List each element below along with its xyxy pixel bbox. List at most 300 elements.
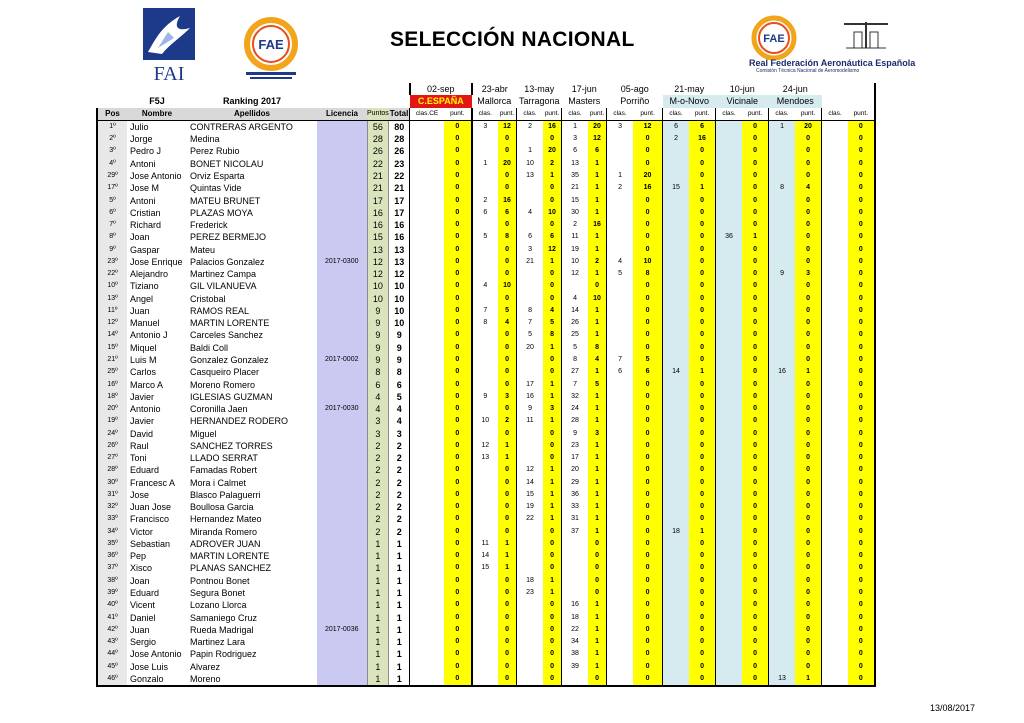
cell-pos: 15º	[97, 342, 127, 354]
cell-nombre: Jose M	[127, 182, 187, 194]
event-date-3: 17-jun	[571, 84, 597, 95]
cell-event-6-clas	[716, 538, 742, 550]
cell-event-6-clas	[716, 158, 742, 170]
cell-event-5-punt: 0	[689, 538, 716, 550]
cell-event-2-clas	[517, 648, 543, 660]
ctna-glider-logo	[840, 18, 892, 52]
cell-event-3-clas	[562, 673, 588, 686]
col-pos: Pos	[97, 108, 127, 121]
cell-event-6-clas	[716, 587, 742, 599]
cell-event-4-clas	[607, 464, 633, 476]
cell-puntos: 9	[367, 354, 389, 366]
cell-event-6-punt: 0	[742, 538, 769, 550]
cell-event-7-clas	[769, 170, 795, 182]
cell-pos: 20º	[97, 403, 127, 415]
cell-licencia	[317, 587, 367, 599]
cell-licencia	[317, 391, 367, 403]
cell-pos: 30º	[97, 477, 127, 489]
cell-total: 2	[396, 514, 402, 525]
cell-event-5-clas: 15	[663, 182, 689, 194]
cell-licencia	[317, 599, 367, 611]
cell-event-0-punt: 0	[444, 452, 472, 464]
cell-event-6-punt: 0	[742, 182, 769, 194]
cell-event-7-punt: 0	[795, 305, 822, 317]
cell-event-8-clas	[822, 366, 848, 378]
cell-event-6-punt: 0	[742, 207, 769, 219]
cell-event-6-punt: 0	[742, 673, 769, 686]
event-date-4: 05-ago	[620, 84, 649, 95]
cell-event-7-clas	[769, 587, 795, 599]
cell-event-2-clas: 18	[517, 575, 543, 587]
cell-event-6-clas: 36	[716, 231, 742, 243]
cell-total: 26	[394, 146, 405, 157]
cell-licencia	[317, 378, 367, 390]
cell-event-8-clas	[822, 477, 848, 489]
cell-event-6-punt: 0	[742, 562, 769, 574]
cell-event-0-punt: 0	[444, 415, 472, 427]
cell-apellidos: BONET NICOLAU	[190, 158, 264, 169]
cell-total: 1	[389, 673, 410, 686]
cell-event-3-punt: 1	[588, 611, 607, 623]
cell-apellidos: MARTIN LORENTE	[190, 318, 270, 329]
cell-event-8-clas	[822, 317, 848, 329]
cell-event-6-punt: 0	[742, 243, 769, 255]
cell-total: 9	[396, 342, 402, 353]
cell-event-3-clas: 4	[562, 293, 588, 305]
cell-event-3-punt: 2	[588, 256, 607, 268]
cell-event-0-clas	[410, 354, 444, 366]
cell-event-8-clas	[822, 256, 848, 268]
cell-event-8-punt: 0	[848, 636, 875, 648]
cell-event-0-clas	[410, 120, 444, 133]
cell-event-7-clas	[769, 207, 795, 219]
cell-event-0-punt: 0	[444, 170, 472, 182]
cell-event-8-punt: 0	[848, 219, 875, 231]
cell-pos: 25º	[97, 366, 127, 378]
cell-event-5-punt: 0	[689, 145, 716, 157]
cell-event-1-punt: 0	[498, 354, 517, 366]
cell-apellidos: Famadas Robert	[190, 465, 258, 476]
cell-event-4-punt: 6	[633, 366, 663, 378]
cell-event-5-clas	[663, 415, 689, 427]
cell-event-7-punt: 0	[795, 194, 822, 206]
cell-event-8-punt: 0	[848, 194, 875, 206]
event-name-8	[822, 95, 875, 107]
cell-apellidos: Pontnou Bonet	[190, 575, 250, 586]
cell-event-4-punt: 0	[633, 317, 663, 329]
cell-event-1-clas	[472, 636, 498, 648]
cell-event-3-punt: 1	[588, 489, 607, 501]
cell-event-2-clas	[517, 133, 543, 145]
cell-event-0-punt: 0	[444, 562, 472, 574]
cell-event-4-clas	[607, 305, 633, 317]
table-row	[97, 219, 875, 231]
cell-event-1-clas: 6	[472, 207, 498, 219]
cell-event-3-punt: 0	[588, 587, 607, 599]
cell-event-4-punt: 0	[633, 636, 663, 648]
cell-event-5-clas	[663, 611, 689, 623]
cell-event-3-punt: 1	[588, 526, 607, 538]
table-row	[97, 133, 875, 145]
cell-event-6-clas	[716, 427, 742, 439]
cell-event-6-clas	[716, 243, 742, 255]
cell-event-5-punt: 0	[689, 513, 716, 525]
cell-apellidos: Cristobal	[190, 293, 226, 304]
cell-nombre: Antoni	[127, 158, 187, 170]
cell-event-2-punt: 1	[543, 489, 562, 501]
cell-event-4-clas: 4	[607, 256, 633, 268]
cell-event-5-clas	[663, 550, 689, 562]
cell-event-3-punt: 1	[588, 305, 607, 317]
cell-licencia	[317, 489, 367, 501]
cell-event-6-clas	[716, 170, 742, 182]
cell-event-0-punt: 0	[444, 611, 472, 623]
cell-nombre: Jose	[127, 489, 187, 501]
cell-event-7-punt: 3	[795, 268, 822, 280]
cell-event-5-punt: 0	[689, 599, 716, 611]
cell-event-0-clas	[410, 575, 444, 587]
event-name-3: Masters	[568, 96, 601, 107]
cell-event-3-clas: 26	[562, 317, 588, 329]
cell-total: 13	[394, 244, 405, 255]
cell-event-4-punt: 0	[633, 194, 663, 206]
cell-event-4-clas	[607, 501, 633, 513]
table-row	[97, 489, 875, 501]
cell-event-0-clas	[410, 268, 444, 280]
cell-event-4-punt: 10	[633, 256, 663, 268]
cell-event-7-punt: 0	[795, 342, 822, 354]
cell-event-2-punt: 0	[543, 268, 562, 280]
cell-nombre: Jose Antonio	[127, 170, 187, 182]
cell-event-4-punt: 0	[633, 145, 663, 157]
cell-pos: 40º	[97, 599, 127, 611]
cell-event-7-clas	[769, 550, 795, 562]
cell-event-3-punt: 1	[588, 660, 607, 672]
cell-event-8-clas	[822, 194, 848, 206]
table-row	[97, 354, 875, 366]
cell-event-3-punt: 0	[588, 280, 607, 292]
cell-event-3-punt: 20	[588, 120, 607, 133]
cell-licencia	[317, 268, 367, 280]
cell-event-6-punt: 0	[742, 660, 769, 672]
cell-event-8-clas	[822, 513, 848, 525]
cell-event-5-punt: 0	[689, 231, 716, 243]
cell-event-0-clas	[410, 207, 444, 219]
cell-nombre: Juan Jose	[127, 501, 187, 513]
table-row	[97, 660, 875, 672]
cell-event-0-punt: 0	[444, 648, 472, 660]
cell-event-2-punt: 0	[543, 194, 562, 206]
cell-event-5-clas	[663, 378, 689, 390]
col-nombre: Nombre	[127, 108, 187, 121]
cell-event-2-punt: 0	[543, 526, 562, 538]
cell-event-1-clas: 7	[472, 305, 498, 317]
cell-event-8-punt: 0	[848, 268, 875, 280]
cell-licencia	[317, 194, 367, 206]
cell-event-2-clas: 5	[517, 329, 543, 341]
event-4-clas-label: clas.	[607, 108, 633, 121]
cell-event-2-punt: 1	[543, 378, 562, 390]
cell-puntos: 56	[367, 120, 389, 133]
cell-event-1-clas	[472, 378, 498, 390]
cell-event-6-punt: 0	[742, 501, 769, 513]
cell-event-5-punt: 0	[689, 342, 716, 354]
cell-event-3-clas: 36	[562, 489, 588, 501]
table-row	[97, 329, 875, 341]
table-row	[97, 673, 875, 686]
cell-pos: 19º	[97, 415, 127, 427]
cell-apellidos: Gonzalez Gonzalez	[190, 354, 269, 365]
event-name-6: Vicinale	[716, 95, 769, 107]
cell-event-0-clas	[410, 562, 444, 574]
cell-pos: 24º	[97, 427, 127, 439]
cell-event-1-clas	[472, 489, 498, 501]
cell-event-7-clas	[769, 219, 795, 231]
cell-event-0-punt: 0	[444, 636, 472, 648]
cell-event-3-punt: 0	[588, 562, 607, 574]
cell-event-5-punt: 0	[689, 673, 716, 686]
cell-event-7-clas	[769, 415, 795, 427]
cell-event-1-clas	[472, 575, 498, 587]
cell-apellidos: MARTIN LORENTE	[190, 551, 270, 562]
cell-event-8-punt: 0	[848, 452, 875, 464]
cell-event-0-clas	[410, 440, 444, 452]
cell-event-0-clas	[410, 452, 444, 464]
cell-licencia	[317, 440, 367, 452]
cell-event-7-punt: 0	[795, 317, 822, 329]
cell-event-7-punt: 0	[795, 243, 822, 255]
cell-event-3-punt: 1	[588, 440, 607, 452]
cell-event-7-punt: 0	[795, 403, 822, 415]
cell-event-0-clas	[410, 501, 444, 513]
cell-event-7-clas	[769, 194, 795, 206]
cell-event-7-punt: 0	[795, 207, 822, 219]
cell-nombre: Javier	[127, 391, 187, 403]
table-row	[97, 305, 875, 317]
cell-event-5-punt: 0	[689, 660, 716, 672]
cell-nombre: Julio	[127, 120, 187, 133]
cell-event-5-punt: 0	[689, 194, 716, 206]
cell-puntos: 9	[367, 342, 389, 354]
col-apellidos: Apellidos	[187, 108, 317, 121]
cell-event-0-clas	[410, 391, 444, 403]
cell-event-0-punt: 0	[444, 243, 472, 255]
header-blank-2	[97, 95, 127, 107]
cell-licencia	[317, 648, 367, 660]
cell-event-8-clas	[822, 673, 848, 686]
cell-apellidos: Samaniego Cruz	[190, 612, 258, 623]
table-row	[97, 440, 875, 452]
cell-event-7-punt: 0	[795, 513, 822, 525]
table-row	[97, 550, 875, 562]
cell-event-1-punt: 16	[498, 194, 517, 206]
cell-total: 2	[396, 489, 402, 500]
cell-apellidos: Boullosa Garcia	[190, 502, 254, 513]
cell-event-0-punt: 0	[444, 305, 472, 317]
cell-event-5-clas	[663, 427, 689, 439]
cell-licencia	[317, 427, 367, 439]
cell-event-1-punt: 1	[498, 452, 517, 464]
cell-puntos: 9	[367, 305, 389, 317]
cell-event-6-clas	[716, 415, 742, 427]
cell-event-7-punt: 0	[795, 648, 822, 660]
cell-event-8-punt: 0	[848, 243, 875, 255]
event-1-punt-label: punt.	[498, 108, 517, 121]
cell-event-3-clas: 35	[562, 170, 588, 182]
cell-puntos: 6	[367, 378, 389, 390]
cell-event-6-clas	[716, 329, 742, 341]
cell-event-5-punt: 0	[689, 415, 716, 427]
table-row	[97, 207, 875, 219]
cell-event-0-clas	[410, 317, 444, 329]
cell-event-1-punt: 0	[498, 170, 517, 182]
cell-event-8-punt: 0	[848, 145, 875, 157]
cell-total: 23	[394, 158, 405, 169]
table-row	[97, 599, 875, 611]
cell-event-0-clas	[410, 489, 444, 501]
cell-event-2-clas	[517, 538, 543, 550]
cell-event-2-punt: 1	[543, 587, 562, 599]
cell-event-6-clas	[716, 403, 742, 415]
cell-pos: 31º	[97, 489, 127, 501]
cell-event-1-punt: 0	[498, 427, 517, 439]
cell-event-2-punt: 2	[543, 158, 562, 170]
cell-puntos: 1	[367, 575, 389, 587]
cell-event-4-clas	[607, 477, 633, 489]
cell-event-4-clas	[607, 145, 633, 157]
cell-event-7-clas	[769, 403, 795, 415]
cell-event-1-clas: 14	[472, 550, 498, 562]
cell-event-0-punt: 0	[444, 366, 472, 378]
cell-nombre: Angel	[127, 293, 187, 305]
cell-event-2-clas	[517, 182, 543, 194]
event-date-5: 21-may	[674, 84, 705, 95]
cell-event-7-punt: 20	[795, 120, 822, 133]
cell-nombre: Jose Antonio	[127, 648, 187, 660]
cell-total: 4	[396, 416, 402, 427]
cell-event-1-clas: 13	[472, 452, 498, 464]
cell-event-7-punt: 0	[795, 280, 822, 292]
event-date-6: 10-jun	[729, 84, 755, 95]
cell-event-2-clas	[517, 280, 543, 292]
cell-nombre: Toni	[127, 452, 187, 464]
cell-total: 16	[394, 220, 405, 231]
cell-event-8-clas	[822, 440, 848, 452]
cell-event-5-clas	[663, 293, 689, 305]
event-date-1: 23-abr	[481, 84, 508, 95]
cell-event-0-punt: 0	[444, 575, 472, 587]
cell-event-4-punt: 0	[633, 329, 663, 341]
cell-total: 12	[394, 269, 405, 280]
cell-event-2-punt: 0	[543, 219, 562, 231]
cell-event-4-clas	[607, 636, 633, 648]
event-2-clas-label: clas.	[517, 108, 543, 121]
cell-event-8-clas	[822, 427, 848, 439]
cell-event-5-punt: 0	[689, 268, 716, 280]
cell-event-6-clas	[716, 477, 742, 489]
cell-event-2-clas: 14	[517, 477, 543, 489]
cell-event-5-clas	[663, 268, 689, 280]
cell-total: 8	[396, 367, 402, 378]
cell-event-1-punt: 4	[498, 317, 517, 329]
cell-apellidos: GIL VILANUEVA	[190, 281, 257, 292]
cell-event-7-clas	[769, 231, 795, 243]
report-date: 13/08/2017	[930, 703, 976, 713]
cell-puntos: 26	[367, 145, 389, 157]
cell-puntos: 2	[367, 440, 389, 452]
cell-event-7-clas: 16	[769, 366, 795, 378]
cell-event-7-punt: 0	[795, 391, 822, 403]
cell-apellidos: Carceles Sanchez	[190, 330, 264, 341]
cell-event-6-punt: 0	[742, 477, 769, 489]
cell-event-7-clas	[769, 513, 795, 525]
cell-event-8-clas	[822, 526, 848, 538]
event-3-clas-label: clas.	[562, 108, 588, 121]
cell-event-4-punt: 0	[633, 293, 663, 305]
table-row	[97, 403, 875, 415]
cell-event-0-punt: 0	[444, 660, 472, 672]
cell-licencia	[317, 464, 367, 476]
cell-licencia	[317, 526, 367, 538]
cell-pos: 45º	[97, 660, 127, 672]
cell-event-3-clas: 30	[562, 207, 588, 219]
cell-event-4-clas	[607, 219, 633, 231]
cell-event-4-clas	[607, 599, 633, 611]
cell-nombre: Richard	[127, 219, 187, 231]
cell-event-8-clas	[822, 231, 848, 243]
cell-puntos: 4	[367, 403, 389, 415]
cell-event-3-clas: 9	[562, 427, 588, 439]
cell-apellidos: Baldi Coll	[190, 342, 229, 353]
col-licencia: Licencia	[317, 108, 367, 121]
cell-apellidos: HERNANDEZ RODERO	[190, 416, 289, 427]
cell-event-0-punt: 0	[444, 317, 472, 329]
cell-event-3-punt: 1	[588, 391, 607, 403]
cell-event-6-punt: 0	[742, 280, 769, 292]
event-2-punt-label: punt.	[543, 108, 562, 121]
cell-event-1-clas	[472, 293, 498, 305]
cell-event-6-punt: 0	[742, 317, 769, 329]
cell-event-0-clas	[410, 243, 444, 255]
cell-event-0-clas	[410, 648, 444, 660]
cell-event-6-clas	[716, 219, 742, 231]
cell-puntos: 10	[367, 280, 389, 292]
cell-event-0-punt: 0	[444, 268, 472, 280]
cell-event-0-clas	[410, 305, 444, 317]
table-row	[97, 464, 875, 476]
cell-licencia: 2017-0002	[317, 354, 367, 366]
cell-event-8-clas	[822, 611, 848, 623]
cell-event-3-punt: 6	[588, 145, 607, 157]
table-row	[97, 158, 875, 170]
cell-event-3-punt: 1	[588, 501, 607, 513]
cell-event-7-clas	[769, 317, 795, 329]
cell-apellidos: Rueda Madrigal	[190, 624, 254, 635]
cell-event-7-clas	[769, 648, 795, 660]
cell-total: 10	[394, 318, 405, 329]
cell-event-0-clas	[410, 660, 444, 672]
cell-event-5-clas	[663, 575, 689, 587]
cell-event-6-clas	[716, 660, 742, 672]
cell-event-5-punt: 0	[689, 403, 716, 415]
cell-event-1-punt: 0	[498, 513, 517, 525]
cell-event-4-punt: 0	[633, 231, 663, 243]
cell-apellidos: Mora i Calmet	[190, 477, 247, 488]
cell-event-3-punt: 0	[588, 538, 607, 550]
cell-event-1-punt: 0	[498, 329, 517, 341]
cell-event-1-clas: 10	[472, 415, 498, 427]
cell-puntos: 28	[367, 133, 389, 145]
